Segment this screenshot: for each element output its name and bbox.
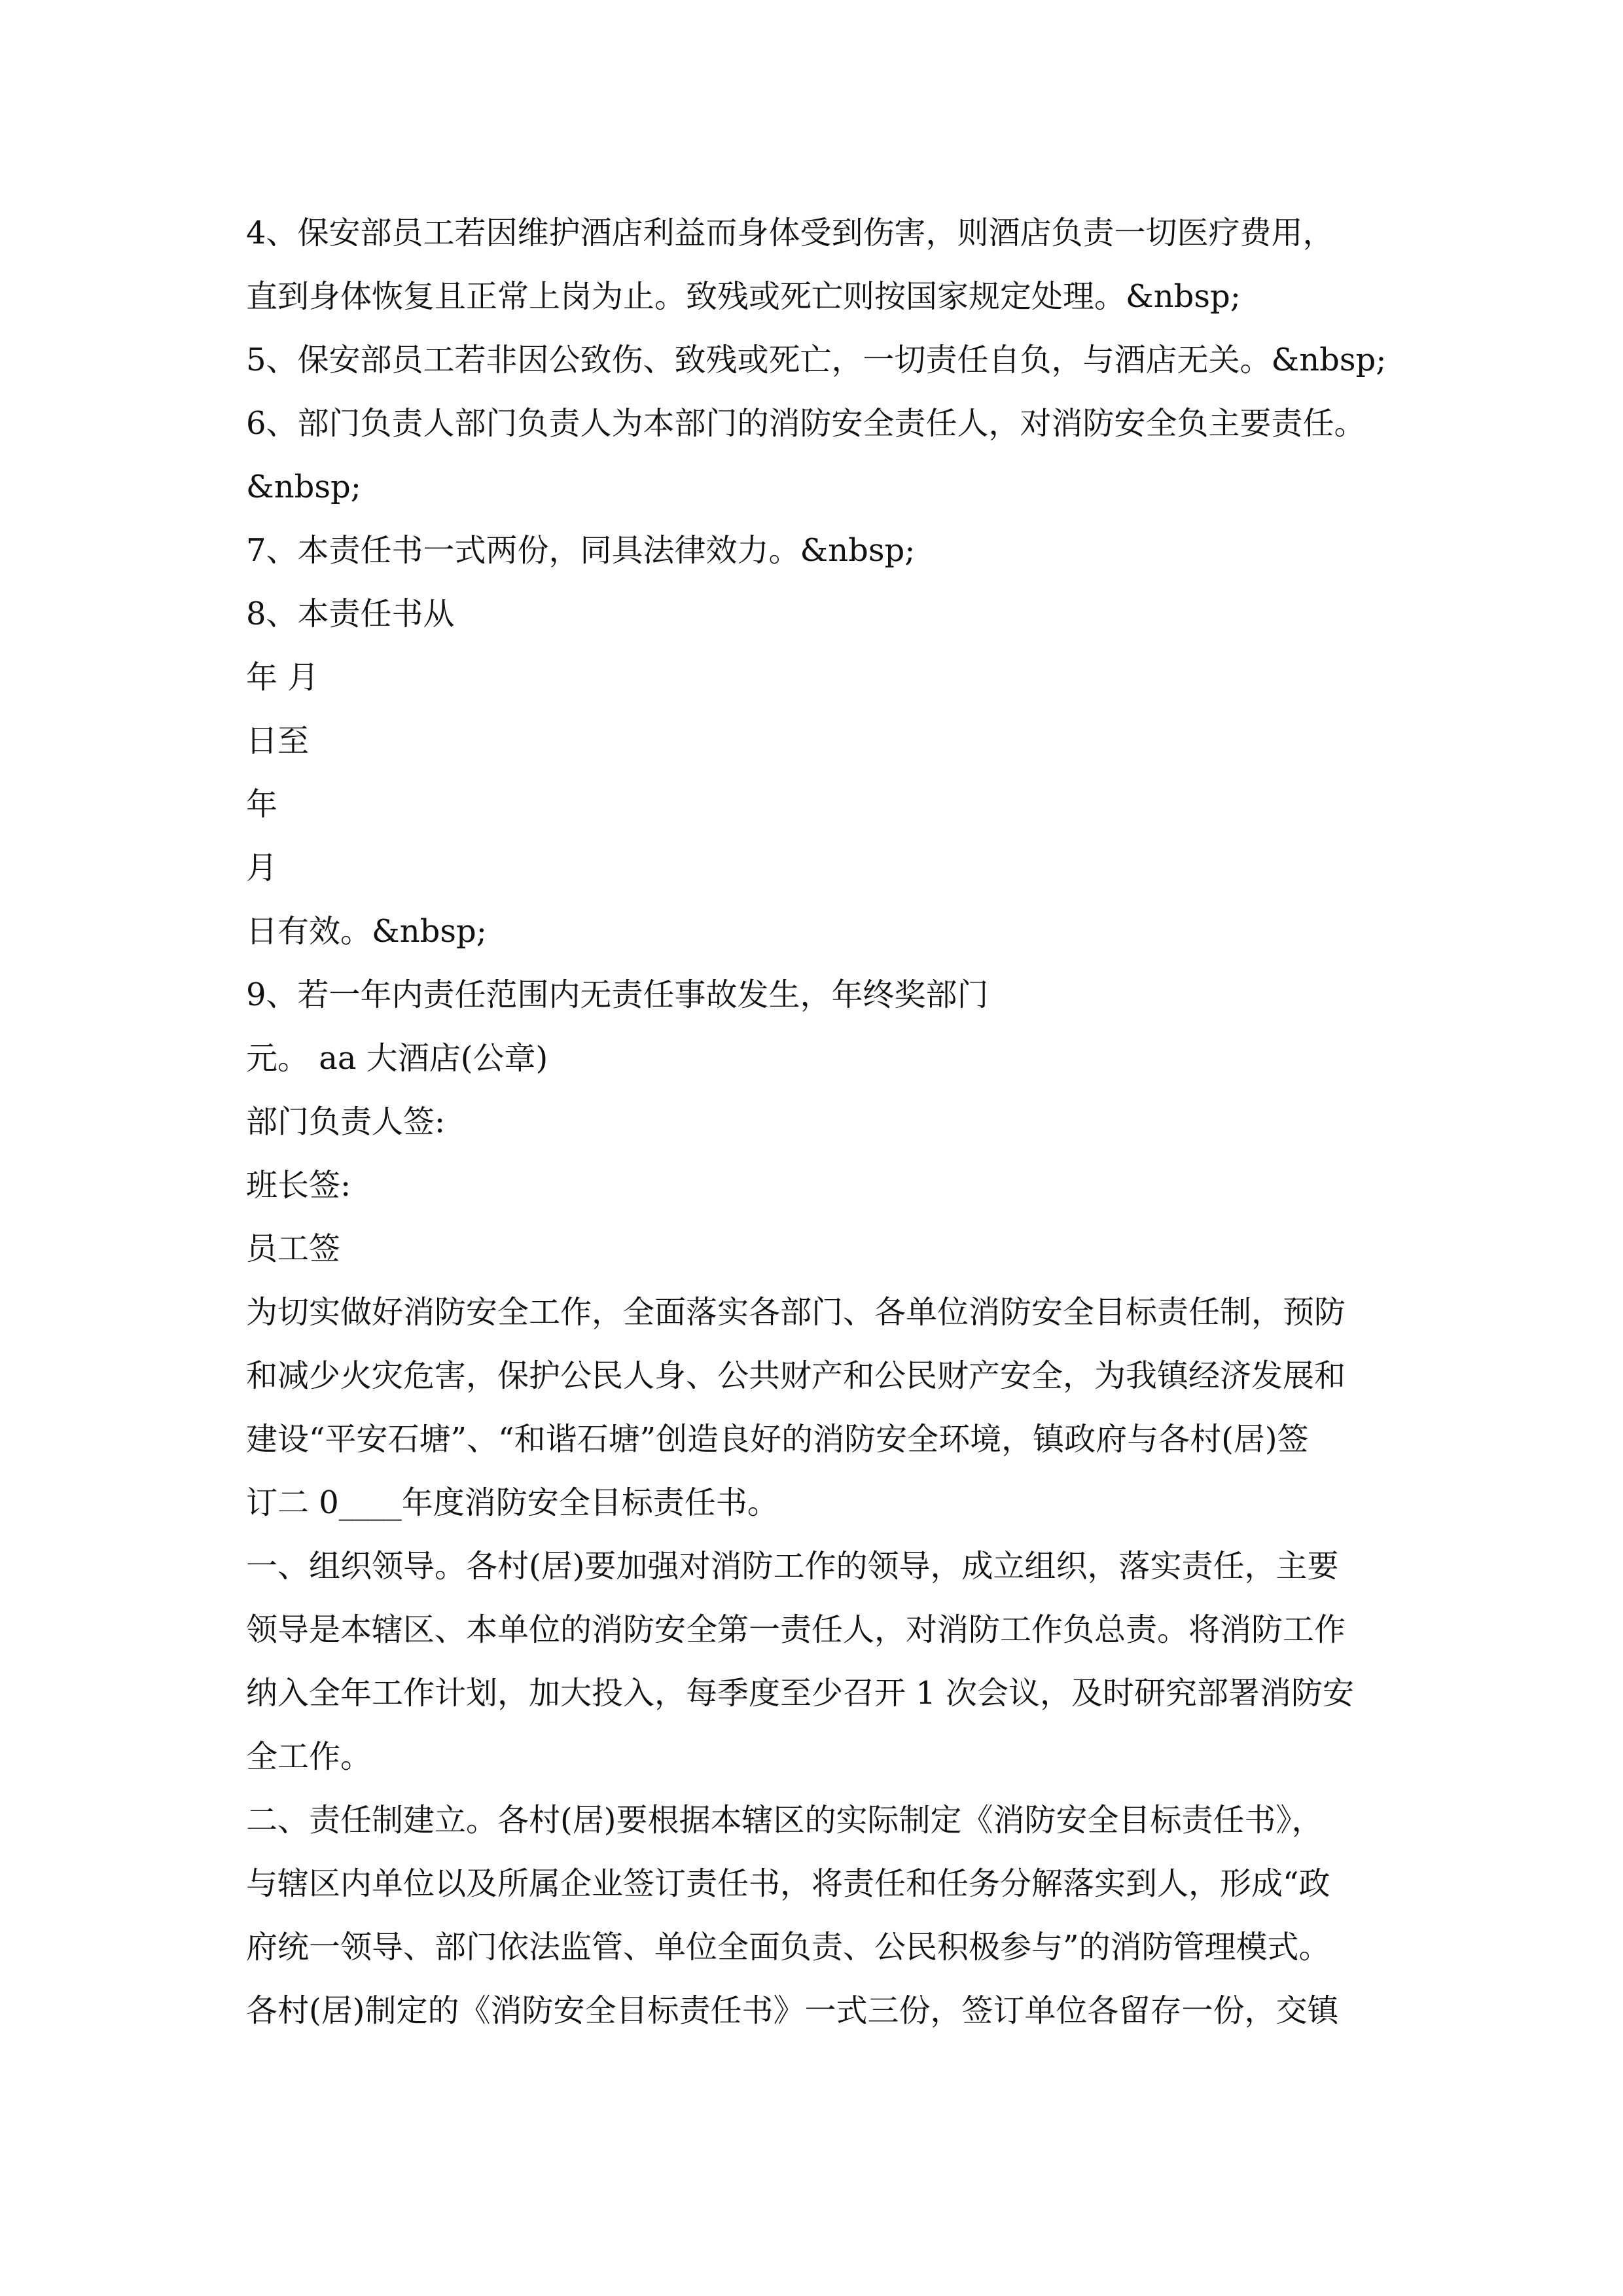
text-line: 月	[246, 850, 278, 886]
text-line: 日至	[246, 723, 310, 759]
text-line: 日有效。&nbsp;	[246, 913, 487, 950]
text-line: 8、本责任书从	[246, 596, 455, 632]
text-line: 直到身体恢复且正常上岗为止。致残或死亡则按国家规定处理。&nbsp;	[246, 278, 1241, 315]
text-line: 一、组织领导。各村(居)要加强对消防工作的领导，成立组织，落实责任，主要	[246, 1548, 1339, 1585]
text-line: 和减少火灾危害，保护公民人身、公共财产和公民财产安全，为我镇经济发展和	[246, 1357, 1346, 1394]
text-line: 各村(居)制定的《消防安全目标责任书》一式三份，签订单位各留存一份，交镇	[246, 1992, 1339, 2029]
text-line: 为切实做好消防安全工作，全面落实各部门、各单位消防安全目标责任制，预防	[246, 1294, 1346, 1331]
text-line: 二、责任制建立。各村(居)要根据本辖区的实际制定《消防安全目标责任书》，	[246, 1802, 1323, 1839]
text-line: 7、本责任书一式两份，同具法律效力。&nbsp;	[246, 532, 916, 569]
text-line: 班长签:	[246, 1167, 351, 1204]
text-line: 建设“平安石塘”、“和谐石塘”创造良好的消防安全环境，镇政府与各村(居)签	[246, 1421, 1309, 1458]
text-line: 年 月	[246, 659, 319, 696]
text-line: 4、保安部员工若因维护酒店利益而身体受到伤害，则酒店负责一切医疗费用，	[246, 215, 1334, 251]
text-line: 订二 0____年度消防安全目标责任书。	[246, 1484, 779, 1521]
text-line: 府统一领导、部门依法监管、单位全面负责、公民积极参与”的消防管理模式。	[246, 1929, 1330, 1965]
text-line: 年	[246, 786, 278, 823]
text-line: 5、保安部员工若非因公致伤、致残或死亡，一切责任自负，与酒店无关。&nbsp;	[246, 342, 1387, 378]
text-line: 纳入全年工作计划，加大投入，每季度至少召开 1 次会议，及时研究部署消防安	[246, 1675, 1355, 1712]
text-line: &nbsp;	[246, 469, 361, 505]
text-line: 元。 aa 大酒店(公章)	[246, 1040, 548, 1077]
text-line: 领导是本辖区、本单位的消防安全第一责任人，对消防工作负总责。将消防工作	[246, 1611, 1346, 1648]
text-line: 全工作。	[246, 1738, 372, 1775]
text-line: 部门负责人签:	[246, 1103, 446, 1140]
text-line: 9、若一年内责任范围内无责任事故发生，年终奖部门	[246, 977, 989, 1013]
document-body	[246, 202, 1398, 2043]
text-line: 与辖区内单位以及所属企业签订责任书，将责任和任务分解落实到人，形成“政	[246, 1865, 1330, 1902]
text-line: 6、部门负责人部门负责人为本部门的消防安全责任人，对消防安全负主要责任。	[246, 405, 1366, 442]
text-line: 员工签	[246, 1230, 341, 1267]
